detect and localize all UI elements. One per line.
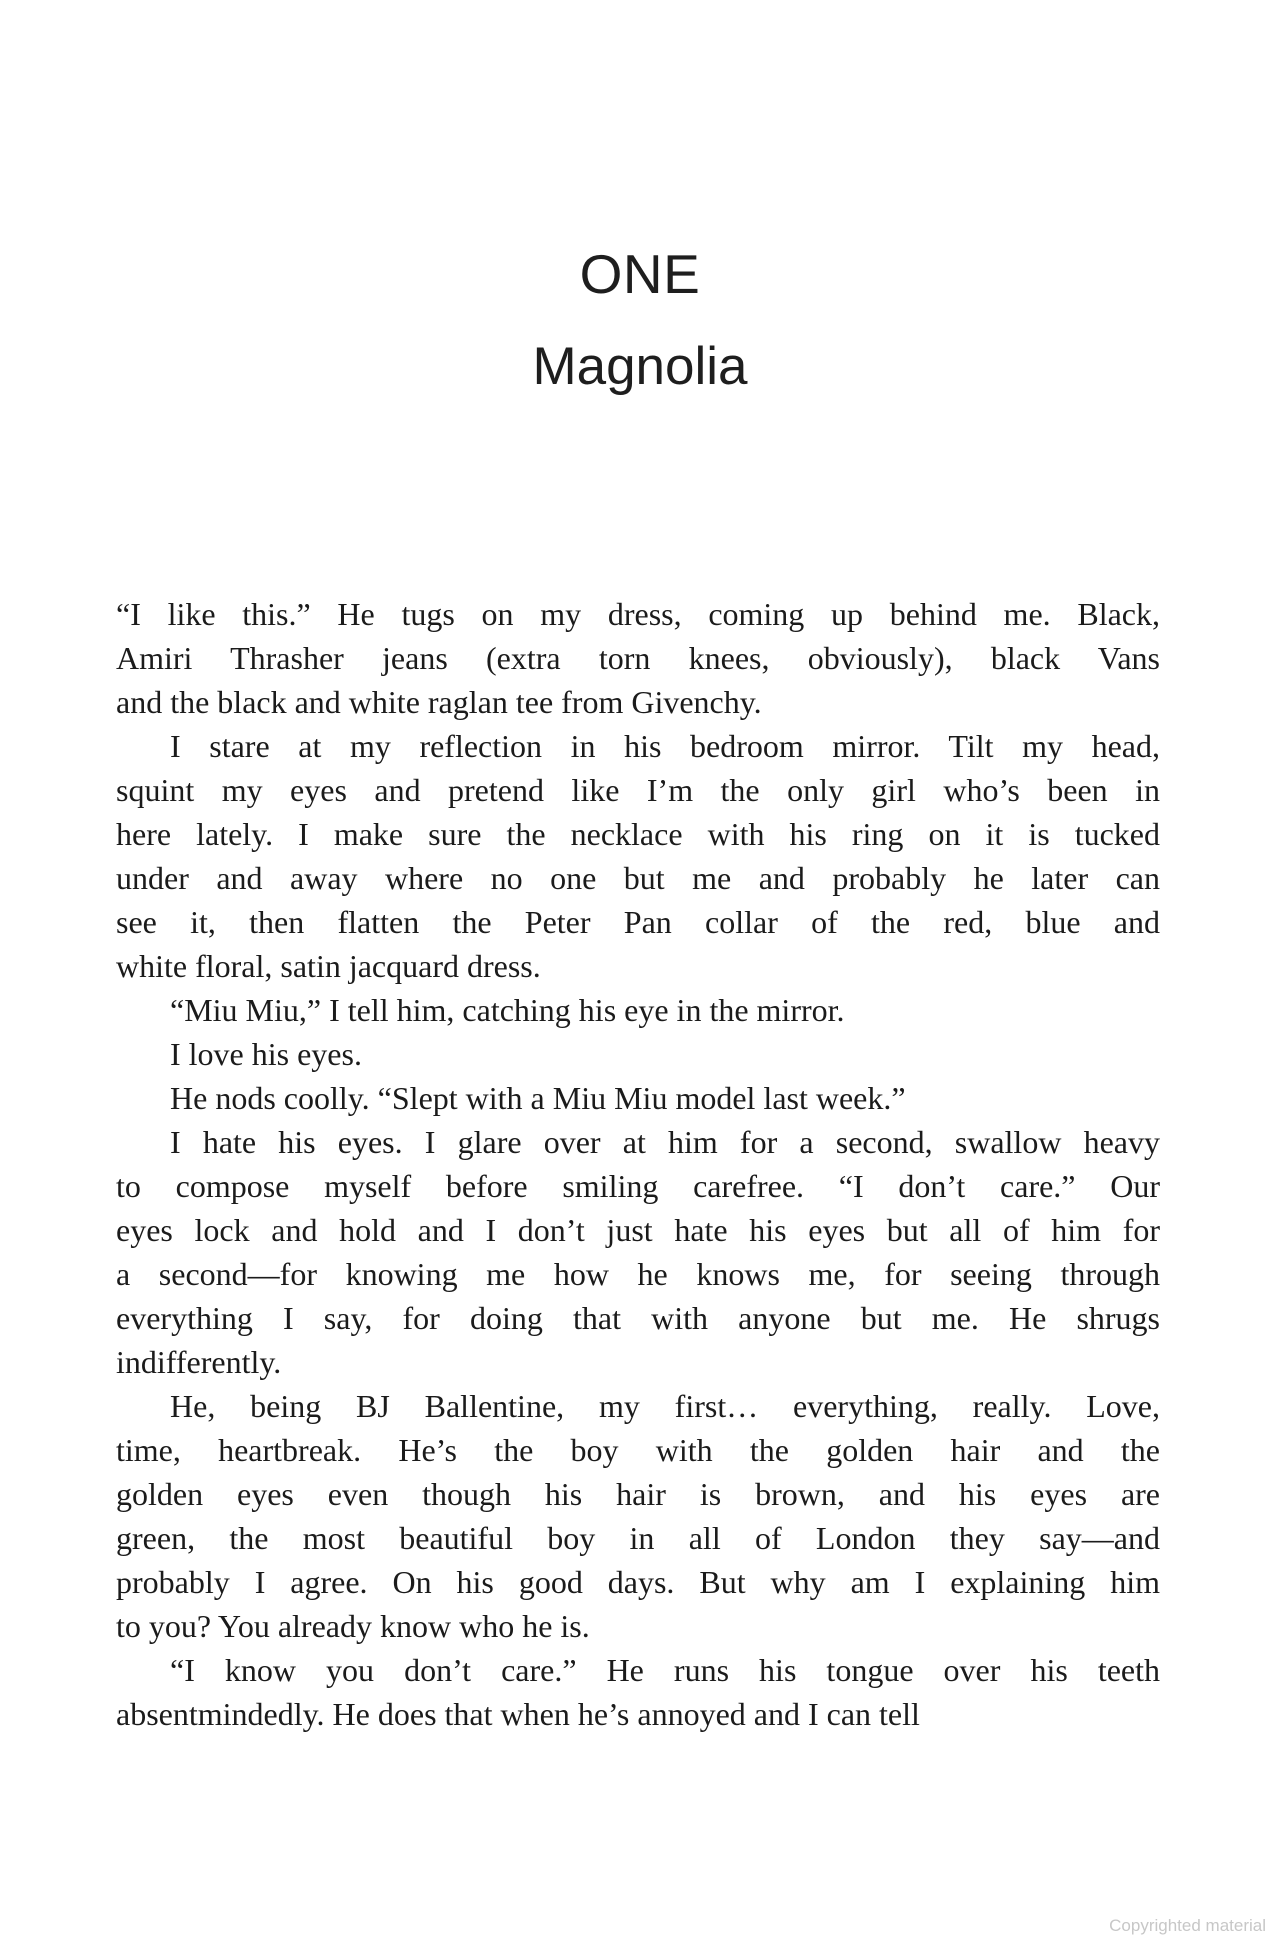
text-line: I hate his eyes. I glare over at him for a second, swallow heavy bbox=[170, 1124, 1160, 1160]
text-line: Amiri Thrasher jeans (extra torn knees, obviously), black Vans bbox=[116, 640, 1160, 676]
text-line: to you? You already know who he is. bbox=[116, 1608, 590, 1644]
text-line: and the black and white raglan tee from Givenchy. bbox=[116, 684, 762, 720]
paragraph bbox=[116, 1076, 1160, 1120]
text-line: to compose myself before smiling carefree. “I don’t care.” Our bbox=[116, 1168, 1160, 1204]
text-line: here lately. I make sure the necklace with his ring on it is tucked bbox=[116, 816, 1160, 852]
text-line: green, the most beautiful boy in all of London they say—and bbox=[116, 1520, 1160, 1556]
text-line: He, being BJ Ballentine, my first… everything, really. Love, bbox=[170, 1388, 1160, 1424]
text-line: probably I agree. On his good days. But why am I explaining him bbox=[116, 1564, 1160, 1600]
paragraph bbox=[116, 592, 1160, 724]
text-line: I stare at my reflection in his bedroom mirror. Tilt my head, bbox=[170, 728, 1160, 764]
text-line: golden eyes even though his hair is brown, and his eyes are bbox=[116, 1476, 1160, 1512]
paragraph bbox=[116, 1120, 1160, 1384]
paragraph bbox=[116, 988, 1160, 1032]
text-line: He nods coolly. “Slept with a Miu Miu model last week.” bbox=[170, 1080, 906, 1116]
text-line: eyes lock and hold and I don’t just hate his eyes but all of him for bbox=[116, 1212, 1160, 1248]
text-line: time, heartbreak. He’s the boy with the golden hair and the bbox=[116, 1432, 1160, 1468]
paragraph bbox=[116, 724, 1160, 988]
paragraph bbox=[116, 1032, 1160, 1076]
paragraph bbox=[116, 1648, 1160, 1736]
chapter-title: Magnolia bbox=[532, 337, 748, 396]
text-line: absentmindedly. He does that when he’s annoyed and I can tell bbox=[116, 1696, 920, 1732]
text-line: indifferently. bbox=[116, 1344, 282, 1380]
body-text bbox=[116, 592, 1160, 1736]
text-line: white floral, satin jacquard dress. bbox=[116, 948, 541, 984]
copyright-watermark: Copyrighted material bbox=[1109, 1916, 1266, 1935]
text-line: “I like this.” He tugs on my dress, coming up behind me. Black, bbox=[116, 596, 1160, 632]
text-line: I love his eyes. bbox=[170, 1036, 362, 1072]
text-line: under and away where no one but me and probably he later can bbox=[116, 860, 1160, 896]
text-line: “I know you don’t care.” He runs his tongue over his teeth bbox=[170, 1652, 1160, 1688]
paragraph bbox=[116, 1384, 1160, 1648]
text-line: everything I say, for doing that with anyone but me. He shrugs bbox=[116, 1300, 1160, 1336]
text-line: squint my eyes and pretend like I’m the only girl who’s been in bbox=[116, 772, 1160, 808]
chapter-number: ONE bbox=[579, 243, 701, 305]
text-line: “Miu Miu,” I tell him, catching his eye in the mirror. bbox=[170, 992, 845, 1028]
text-line: a second—for knowing me how he knows me, for seeing through bbox=[116, 1256, 1160, 1292]
text-line: see it, then flatten the Peter Pan collar of the red, blue and bbox=[116, 904, 1160, 940]
